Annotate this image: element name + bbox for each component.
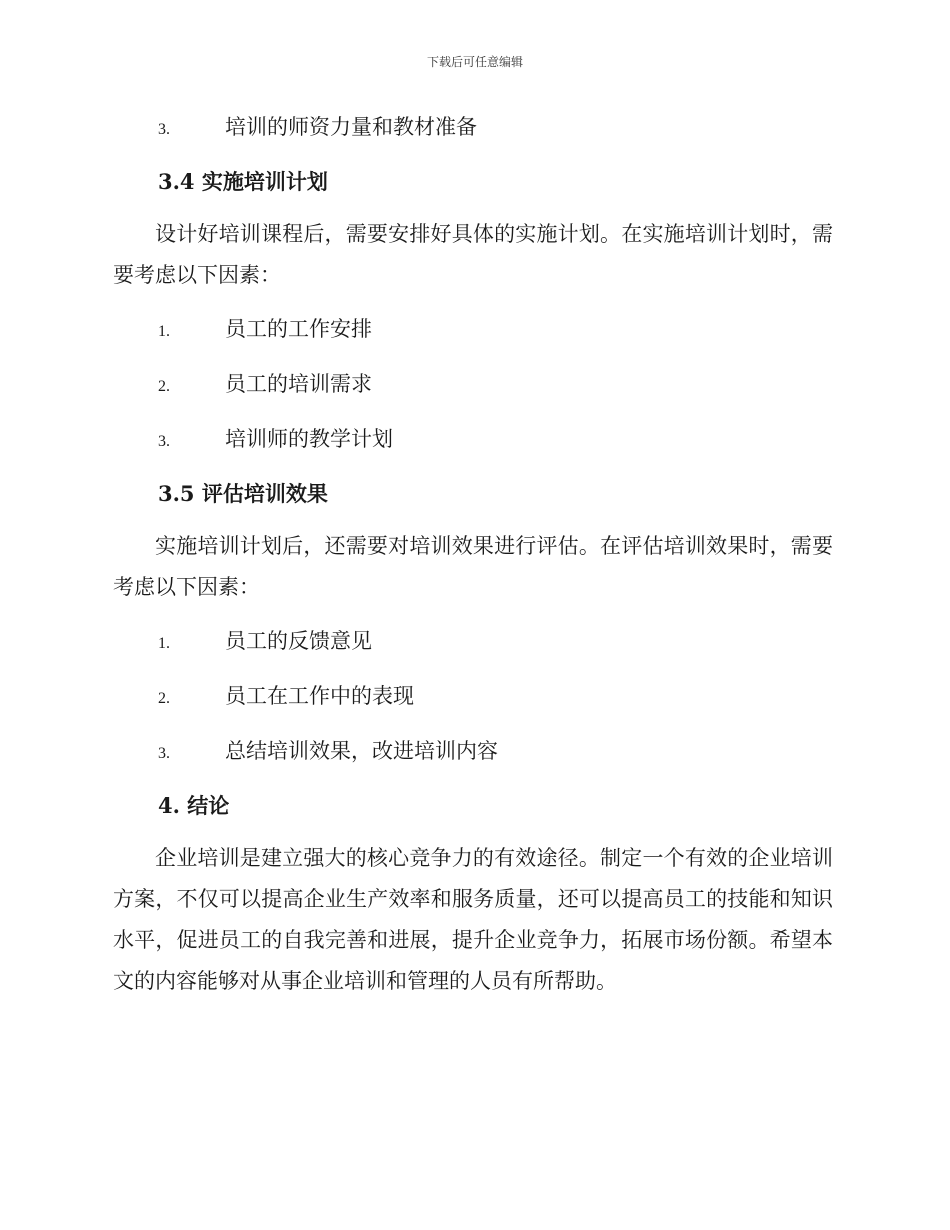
list-item — [113, 728, 833, 783]
list-text: 员工在工作中的表现 — [225, 684, 414, 708]
list-number: 1. — [158, 323, 170, 340]
list-number: 2. — [158, 378, 170, 395]
list-item — [113, 416, 833, 471]
list-number: 3. — [158, 121, 170, 138]
list-text: 员工的培训需求 — [225, 372, 372, 396]
section-heading-3-4: 3.4 实施培训计划 — [158, 169, 328, 194]
paragraph-conclusion: 企业培训是建立强大的核心竞争力的有效途径。制定一个有效的企业培训方案，不仅可以提高企业生产效率和服务质量，还可以提高员工的技能和知识水平，促进员工的自我完善和进展，提升企业竞争力，拓展市场份额。希望本文的内容能够对从事企业培训和管理的人员有所帮助。 — [113, 846, 833, 993]
section-heading-3-5: 3.5 评估培训效果 — [158, 481, 328, 506]
paragraph-3-4: 设计好培训课程后，需要安排好具体的实施计划。在实施培训计划时，需要考虑以下因素： — [113, 222, 833, 287]
list-text: 培训的师资力量和教材准备 — [225, 115, 477, 139]
list-item — [113, 673, 833, 728]
paragraph-3-5: 实施培训计划后，还需要对培训效果进行评估。在评估培训效果时，需要考虑以下因素： — [113, 534, 833, 599]
list-item — [113, 306, 833, 361]
list-item — [113, 361, 833, 416]
list-number: 2. — [158, 690, 170, 707]
list-number: 3. — [158, 745, 170, 762]
list-text: 培训师的教学计划 — [225, 427, 393, 451]
page-header: 下载后可任意编辑 — [426, 55, 523, 69]
list-item — [113, 104, 833, 159]
list-number: 1. — [158, 635, 170, 652]
list-text: 员工的工作安排 — [225, 317, 372, 341]
list-text: 员工的反馈意见 — [225, 629, 372, 653]
section-heading-4: 4. 结论 — [158, 793, 230, 818]
list-item — [113, 618, 833, 673]
list-number: 3. — [158, 433, 170, 450]
list-text: 总结培训效果，改进培训内容 — [225, 739, 498, 763]
document-body — [113, 104, 833, 1012]
